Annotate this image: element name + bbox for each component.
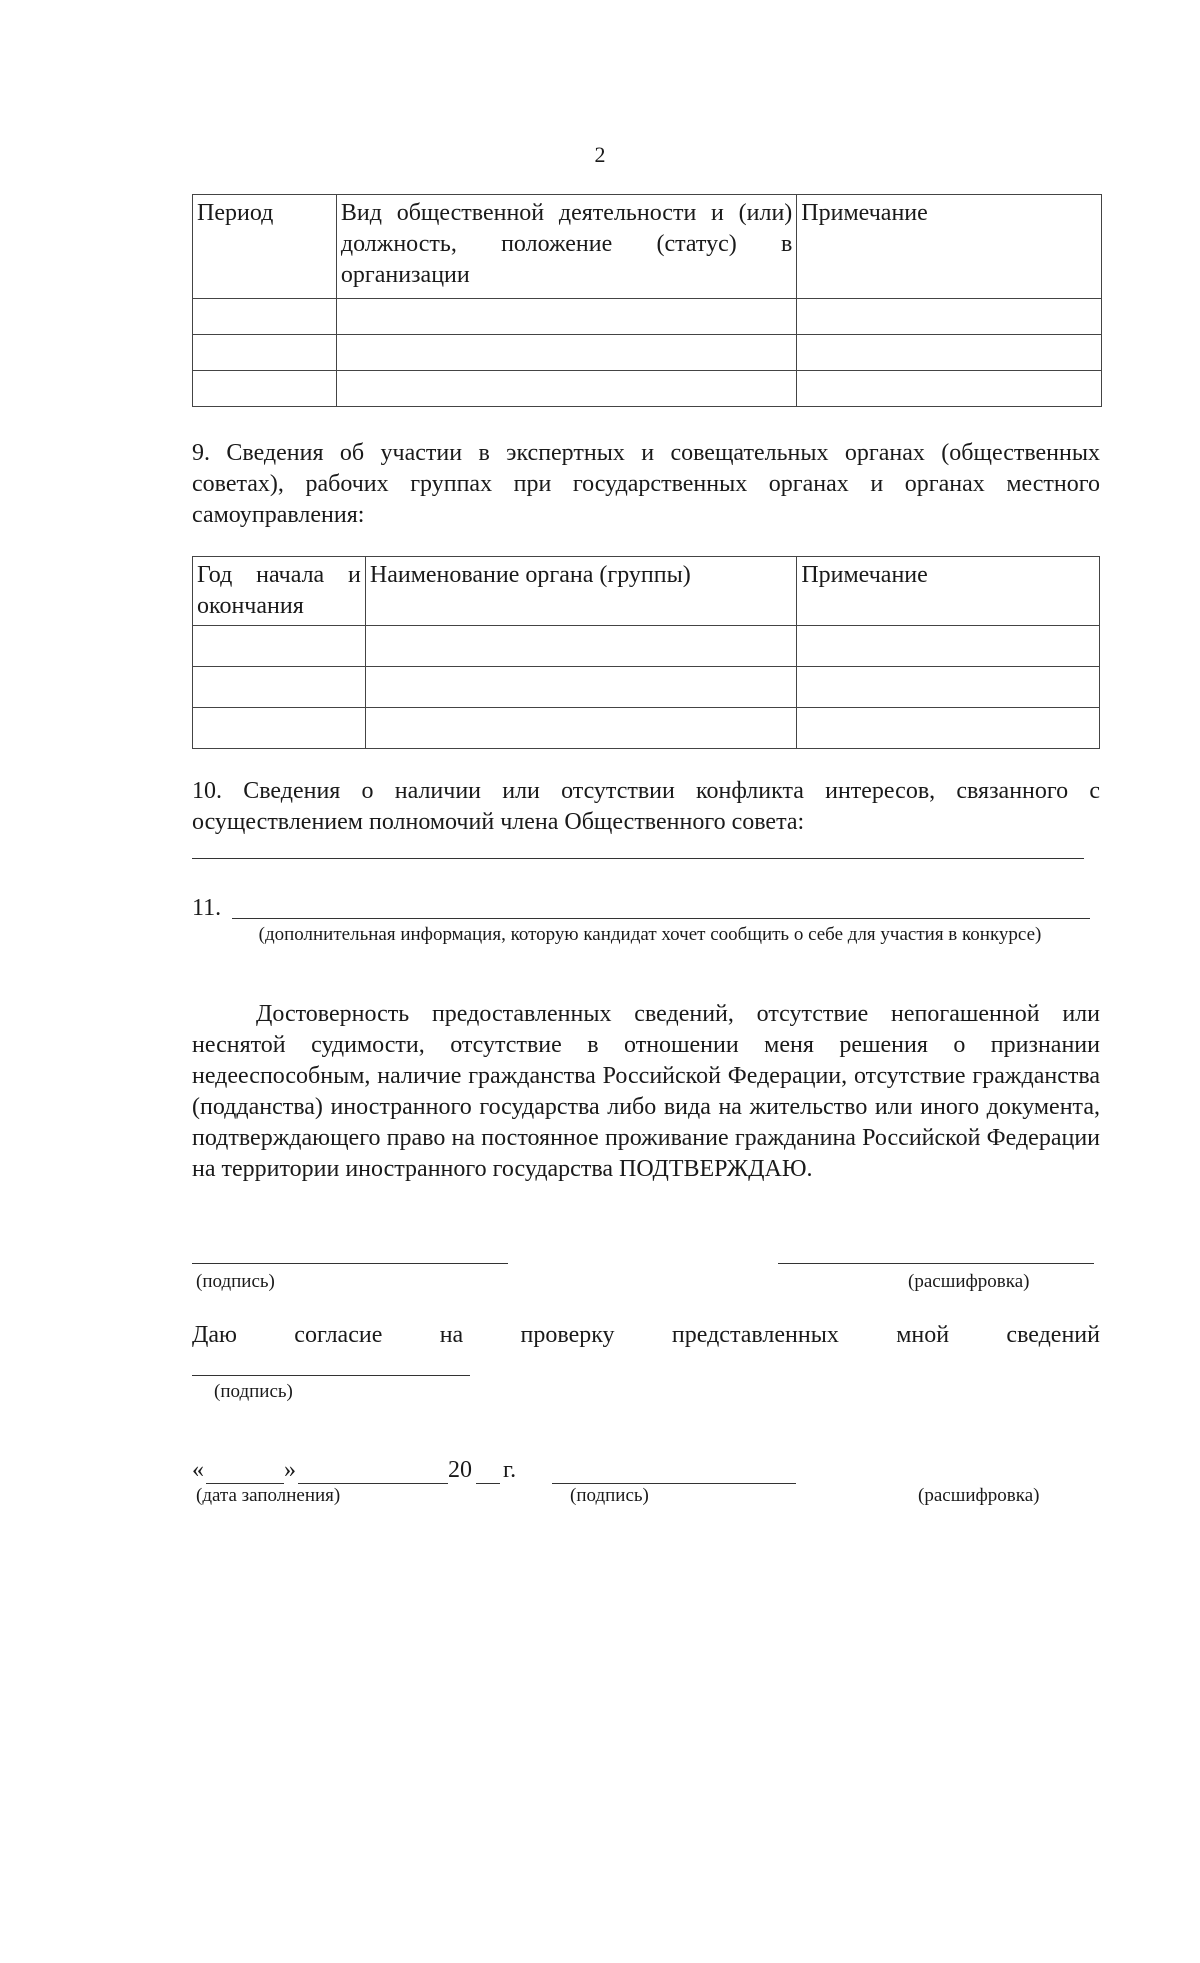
table-cell: [336, 371, 796, 407]
date-close-quote: »: [284, 1457, 296, 1483]
table-cell: [193, 335, 337, 371]
table-row: [193, 299, 1102, 335]
table-header-row: [193, 195, 1102, 299]
date-open-quote: «: [192, 1457, 204, 1483]
table-cell: [193, 371, 337, 407]
table-cell: [797, 335, 1102, 371]
header-note: Примечание: [797, 557, 1100, 626]
table-cell: [193, 626, 366, 667]
additional-info-line: [232, 918, 1090, 919]
table-row: [193, 708, 1100, 749]
table-cell: [365, 667, 796, 708]
table-row: [193, 626, 1100, 667]
header-years: Год начала и окончания: [193, 557, 366, 626]
section-10-text: 10. Сведения о наличии или отсутствии конфликта интересов, связанного с осуществлением полномочий члена Общественного совета:: [192, 778, 1100, 835]
table-row: [193, 371, 1102, 407]
signature-line: [192, 1263, 508, 1264]
table-cell: [797, 708, 1100, 749]
table-cell: [797, 371, 1102, 407]
table-header-row: [193, 557, 1100, 626]
consent-signature-line: [192, 1375, 470, 1376]
conflict-answer-line: [192, 858, 1084, 859]
table-cell: [365, 626, 796, 667]
decoding-label: (расшифровка): [908, 1271, 1030, 1292]
table-cell: [336, 299, 796, 335]
date-year-line: [476, 1483, 500, 1484]
table-cell: [193, 667, 366, 708]
table-row: [193, 667, 1100, 708]
header-body-name: Наименование органа (группы): [365, 557, 796, 626]
date-year-prefix: 20: [448, 1457, 472, 1483]
table-row: [193, 335, 1102, 371]
date-year-suffix: г.: [503, 1457, 517, 1483]
date-decoding-label: (расшифровка): [918, 1485, 1040, 1506]
table-cell: [797, 667, 1100, 708]
header-period: Период: [193, 195, 337, 299]
header-note: Примечание: [797, 195, 1102, 299]
table-cell: [797, 299, 1102, 335]
confirmation-text: Достоверность предоставленных сведений, отсутствие непогашенной или неснятой судимости, отсутствие в отношении меня решения о признании недееспособным, наличие гражданства Российской Федерации, отсутствие гражданства (подданства) иностранного государства либо вида на жительство или иного документа, подтверждающего право на постоянное проживание гражданина Российской Федерации на территории иностранного государства ПОДТВЕРЖДАЮ.: [192, 1001, 1100, 1182]
table-cell: [193, 708, 366, 749]
table-cell: [336, 335, 796, 371]
table-cell: [193, 299, 337, 335]
date-label: (дата заполнения): [196, 1485, 341, 1506]
section-11-number: 11.: [192, 895, 222, 921]
table-cell: [797, 626, 1100, 667]
consent-text: Даю согласие на проверку представленных мной сведений: [192, 1322, 1100, 1348]
header-activity-type: Вид общественной деятельности и (или) должность, положение (статус) в организации: [336, 195, 796, 299]
additional-info-caption: (дополнительная информация, которую кандидат хочет сообщить о себе для участия в конкурсе): [258, 924, 1042, 945]
page-number: 2: [594, 142, 606, 167]
section-9-text: 9. Сведения об участии в экспертных и совещательных органах (общественных советах), рабочих группах при государственных органах и органах местного самоуправления:: [192, 440, 1100, 528]
activity-table: [192, 194, 1102, 407]
signature-label: (подпись): [196, 1271, 275, 1292]
date-signature-label: (подпись): [570, 1485, 649, 1506]
expert-bodies-table: [192, 556, 1100, 749]
decoding-line: [778, 1263, 1094, 1264]
table-cell: [365, 708, 796, 749]
consent-signature-label: (подпись): [214, 1381, 293, 1402]
